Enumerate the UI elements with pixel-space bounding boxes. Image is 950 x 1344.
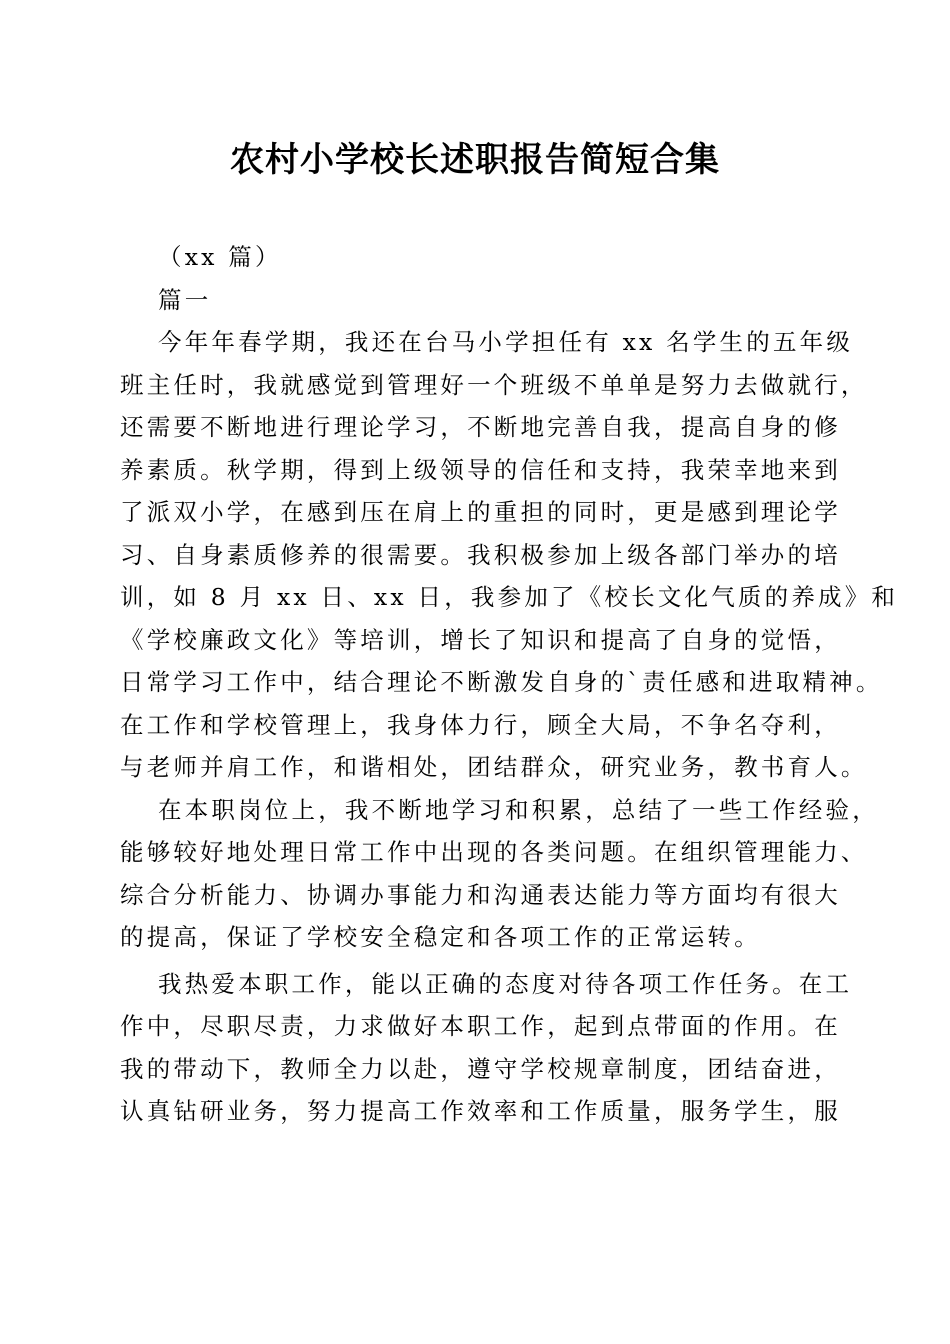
paragraph-3 [120, 963, 853, 1133]
text-line: 与老师并肩工作，和谐相处，团结群众，研究业务，教书育人。 [120, 753, 868, 781]
paragraph-1 [120, 321, 899, 789]
text-line: 还需要不断地进行理论学习，不断地完善自我，提高自身的修 [120, 413, 841, 441]
text-line: 班主任时，我就感觉到管理好一个班级不单单是努力去做就行， [120, 370, 868, 399]
document-body [120, 236, 899, 1133]
text-line: 训，如 8 月 xx 日、xx 日，我参加了《校长文化气质的养成》和 [120, 583, 899, 611]
text-line: 综合分析能力、协调办事能力和沟通表达能力等方面均有很大 [120, 880, 841, 909]
text-line: 习、自身素质修养的很需要。我积极参加上级各部门举办的培 [120, 540, 841, 569]
subtitle: （xx 篇） [158, 243, 282, 271]
text-line: 在工作和学校管理上，我身体力行，顾全大局，不争名夺利， [120, 710, 841, 739]
section-label: 篇一 [158, 285, 212, 314]
text-line: 养素质。秋学期，得到上级领导的信任和支持，我荣幸地来到 [120, 455, 841, 484]
paragraph-2 [120, 789, 879, 959]
text-line: 我的带动下，教师全力以赴，遵守学校规章制度，团结奋进， [120, 1054, 841, 1083]
text-line: 我热爱本职工作，能以正确的态度对待各项工作任务。在工 [158, 969, 853, 998]
text-line: 日常学习工作中，结合理论不断激发自身的`责任感和进取精神。 [120, 668, 883, 696]
text-line: 在本职岗位上，我不断地学习和积累，总结了一些工作经验， [158, 795, 879, 824]
text-line: 能够较好地处理日常工作中出现的各类问题。在组织管理能力、 [120, 838, 868, 866]
text-line: 今年年春学期，我还在台马小学担任有 xx 名学生的五年级 [158, 328, 854, 356]
text-line: 了派双小学，在感到压在肩上的重担的同时，更是感到理论学 [120, 498, 841, 526]
document-title: 农村小学校长述职报告简短合集 [230, 140, 720, 180]
text-line: 《学校廉政文化》等培训，增长了知识和提高了自身的觉悟， [120, 625, 841, 654]
text-line: 的提高，保证了学校安全稳定和各项工作的正常运转。 [120, 923, 761, 951]
text-line: 作中，尽职尽责，力求做好本职工作，起到点带面的作用。在 [120, 1012, 841, 1040]
text-line: 认真钻研业务，努力提高工作效率和工作质量，服务学生，服 [120, 1097, 841, 1125]
